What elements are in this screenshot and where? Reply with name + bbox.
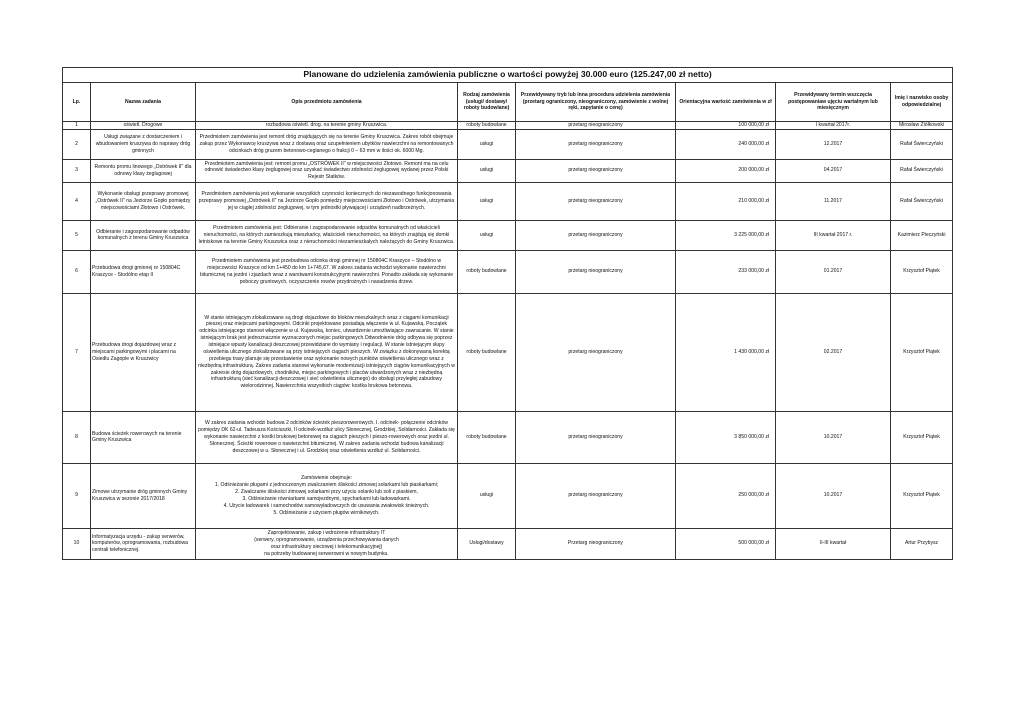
cell-task-name: Odbieranie i zagospodarowanie odpadów komunalnych z terenu Gminy Kruszwica	[91, 220, 196, 250]
cell-date: 12.2017	[776, 129, 891, 159]
cell-type: usługi	[458, 159, 516, 182]
cell-type: usługi	[458, 129, 516, 159]
cell-person: Krzysztof Piątek	[891, 463, 953, 528]
cell-task-name: Zimowe utrzymanie dróg gminnych Gminy Kruszwica w sezonie 2017/2018	[91, 463, 196, 528]
cell-person: Rafał Świerczyński	[891, 182, 953, 220]
cell-value: 500 000,00 zł	[676, 528, 776, 559]
cell-person: Rafał Świerczyński	[891, 129, 953, 159]
title-row	[63, 68, 953, 83]
procurement-table	[62, 67, 953, 560]
cell-date: 11.2017	[776, 182, 891, 220]
cell-lp: 10	[63, 528, 91, 559]
cell-description: rozbudowa oświetl. drog. na terenie gminy Kruszwica.	[196, 122, 458, 130]
header-row	[63, 83, 953, 122]
table-row	[63, 463, 953, 528]
cell-person: Mirosław Ziółkowski	[891, 122, 953, 130]
cell-lp: 7	[63, 293, 91, 411]
cell-task-name: Informatyzacja urzędu - zakup serwerów, komputerów, oprogramowania, rozbudowa centrali telefonicznej.	[91, 528, 196, 559]
cell-task-name: Przebudowa drogi gminnej nr 150804C Kraszyce - Stodólno etap II	[91, 250, 196, 293]
cell-mode: przetarg nieograniczony	[516, 122, 676, 130]
document-sheet	[62, 67, 952, 560]
cell-mode: przetarg nieograniczony	[516, 463, 676, 528]
cell-value: 240 000,00 zł	[676, 129, 776, 159]
cell-value: 250 000,00 zł	[676, 463, 776, 528]
cell-type: Usługi/dostawy	[458, 528, 516, 559]
cell-task-name: Przebudowa drogi dojazdowej wraz z miejscami parkingowymi i placami na Osiedlu Zagople w Kruszwicy	[91, 293, 196, 411]
cell-description: Przedmiotem zamówienia jest przebudowa odcinka drogi gminnej nr 150804C Kraszyce – Stodólno w miejscowości Kraszyce od km 1+450 do km 1+745,67. W zakres zadania wchodzi wykonanie nawierzchni bitumicznej na jezdni i zjazdach wraz z warstwami konstrukcyjnymi nawierzchni. Ponadto zakłada się wykonanie poboczy gruntowych, oczyszczenie rowów przydrożnych i nasadzenia drzew.	[196, 250, 458, 293]
cell-value: 233 000,00 zł	[676, 250, 776, 293]
header-person: Imię i nazwisko osoby odpowiedzialnej	[891, 83, 953, 122]
cell-value: 3 225 000,00 zł	[676, 220, 776, 250]
cell-date: 10.2017	[776, 463, 891, 528]
table-row	[63, 220, 953, 250]
table-row	[63, 528, 953, 559]
cell-lp: 9	[63, 463, 91, 528]
header-type: Rodzaj zamówienia (usługi/ dostawy/ roboty budowlane)	[458, 83, 516, 122]
cell-date: 01.2017	[776, 250, 891, 293]
cell-lp: 2	[63, 129, 91, 159]
cell-task-name: Remontu promu linowego „Ostrówek II" dla odnowy klasy żeglugowej	[91, 159, 196, 182]
cell-type: roboty budowlane	[458, 122, 516, 130]
cell-task-name: Usługi związane z dostarczeniem i wbudowaniem kruszywa do naprawy dróg gminnych	[91, 129, 196, 159]
cell-type: roboty budowlane	[458, 250, 516, 293]
cell-mode: przetarg nieograniczony	[516, 411, 676, 463]
cell-type: usługi	[458, 463, 516, 528]
cell-mode: przetarg nieograniczony	[516, 129, 676, 159]
cell-description: Przedmiotem zamówienia jest wykonanie wszystkich czynności koniecznych do niezawodnego funkcjonowania przeprawy promowej „Ostrówek II" na Jeziorze Gopło pomiędzy miejscowościami Złotowo i Ostrówek, utrzymania jej w ciągłej zdolności żeglugowej, w tym jednostki pływającej i urządzeń nadbrzeżnych.	[196, 182, 458, 220]
cell-person: Krzysztof Piątek	[891, 411, 953, 463]
cell-mode: przetarg nieograniczony	[516, 182, 676, 220]
cell-lp: 6	[63, 250, 91, 293]
cell-description: Przedmiotem zamówienia jest remont dróg znajdujących się na terenie Gminy Kruszwica. Zakres robót obejmuje zakup przez Wykonawcę kruszywa wraz z dostawą oraz uzupełnieniem ubytków nawierzchni na remontowanych odcinkach dróg gruzem betonowo-ceglanego o frakcji 0 – 63 mm w ilości ok. 6000 Mg.	[196, 129, 458, 159]
cell-lp: 5	[63, 220, 91, 250]
cell-value: 200 000,00 zł	[676, 159, 776, 182]
header-description: Opis przedmiotu zamówienia	[196, 83, 458, 122]
cell-date: 02.2017	[776, 293, 891, 411]
table-row	[63, 250, 953, 293]
cell-value: 210 000,00 zł	[676, 182, 776, 220]
cell-mode: przetarg nieograniczony	[516, 220, 676, 250]
cell-task-name: Budowa ścieżek rowerowych na terenie Gminy Kruszwica	[91, 411, 196, 463]
header-lp: Lp.	[63, 83, 91, 122]
cell-task-name: oświetl. Drogowe	[91, 122, 196, 130]
cell-mode: przetarg nieograniczony	[516, 293, 676, 411]
cell-person: Krzysztof Piątek	[891, 293, 953, 411]
cell-description: Przedmiotem zamówienia jest: Odbieranie i zagospodarowanie odpadów komunalnych od właścicieli nieruchomości, na których zamieszkują mieszkańcy, właścicieli nieruchomości, na których znajdują się domki letniskowe na terenie Gminy Kruszwica oraz z nieruchomości niezamieszkałych należących do Gminy Kruszwica.	[196, 220, 458, 250]
cell-type: roboty budowlane	[458, 411, 516, 463]
table-row	[63, 159, 953, 182]
cell-person: Krzysztof Piątek	[891, 250, 953, 293]
header-mode: Przewidywany tryb lub inna procedura udzielenia zamówienia (przetarg ograniczony, nieograniczony, zamówienie z wolnej ręki, zapytanie o cenę)	[516, 83, 676, 122]
table-row	[63, 411, 953, 463]
cell-lp: 8	[63, 411, 91, 463]
cell-date: 04.2017	[776, 159, 891, 182]
cell-date: I kwartał 2017r.	[776, 122, 891, 130]
table-row	[63, 293, 953, 411]
cell-mode: przetarg nieograniczony	[516, 159, 676, 182]
cell-lp: 1	[63, 122, 91, 130]
cell-type: roboty budowlane	[458, 293, 516, 411]
table-row	[63, 182, 953, 220]
cell-type: usługi	[458, 182, 516, 220]
cell-description: W stanie istniejącym zlokalizowane są drogi dojazdowe do bloków mieszkalnych wraz z ciągami komunikacji pieszej oraz miejscami parkingowymi. Odcinki projektowane posiadają włączenie w ul. Kujawską. Początek odcinka istniejącego stanowi włączenie w ul. Kujawską, koniec, utwardzenie umożliwiające zawracanie. W stanie istniejącym brak jest jednoznacznie wyznaczonych miejsc parkingowych.Odwodnienie dróg odbywa się poprzez istniejące wpusty kanalizacji deszczowej przewidziane do wymiany i regulacji. W stanie istniejącym słupy oświetlenia ulicznego zlokalizowane są przy istniejących ciągach pieszych. W związku z dokonywaną korektą przebiegu trasy planuje się przestawienie oraz wykonanie nowych punktów oświetlenia ulicznego wraz z niezbędną infrastrukturą. Zakres zadania stanowi wykonanie modernizacji istniejących ciągów komunikacyjnych w zakresie dróg dojazdowych, chodników, miejsc parkingowych i placów utwardzonych wraz z niezbędną infrastrukturą (sieć kanalizacji deszczowej i sieć oświetlenia ulicznego) do obsługi przyległej zabudowy wielorodzinnej. Nawierzchnia wszystkich ciągów: kostka brukowa betonowa.	[196, 293, 458, 411]
cell-lp: 3	[63, 159, 91, 182]
page-title: Planowane do udzielenia zamówienia publiczne o wartości powyżej 30.000 euro (125.247,00 zł netto)	[63, 68, 953, 83]
header-date: Przewidywany termin wszczęcia postępowaniaw ujęciu wartalnym lub miesięcznym	[776, 83, 891, 122]
cell-date: 10.2017	[776, 411, 891, 463]
cell-date: II-III kwartał	[776, 528, 891, 559]
cell-description: Zaprojektowanie, zakup i wdrożenie infrastruktury IT (serwery, oprogramowanie, urządzenia przechowywania danych oraz infrastruktury sieciowej i telekomunikacyjnej) na potrzeby budowanej serwerowni w nowym budynku.	[196, 528, 458, 559]
cell-person: Rafał Świerczyński	[891, 159, 953, 182]
cell-mode: Przetarg nieograniczony	[516, 528, 676, 559]
cell-person: Artur Przybysz	[891, 528, 953, 559]
cell-mode: przetarg nieograniczony	[516, 250, 676, 293]
cell-description: Zamówienie obejmuje: 1. Odśnieżanie pługami z jednoczesnym zwalczaniem śliskości zimowej solarkami lub piaskarkami; 2. Zwalczanie śliskości zimowej solarkami przy użyciu solanki lub soli z piaskiem, 3. Odśnieżanie równiarkami samojezdnymi, spycharkami lub ładowarkami. 4. Użycie ładowarek i samochodów samowyładowczych do usuwania zwałowisk śnieżnych. 5. Odśnieżanie z użyciem pługów wirnikowych.	[196, 463, 458, 528]
cell-description: Przedmiotem zamówienia jest: remont promu „OSTRÓWEK II" w miejscowości Złotowo. Remont ma na celu odnowić świadectwo klasy żeglugowej oraz uzyskać świadectwo zdolności żeglugowej wydanej przez Polski Rejestr Statków.	[196, 159, 458, 182]
cell-task-name: Wykonanie obsługi przeprawy promowej „Ostrówek II" na Jeziorze Gopło pomiędzy miejscowościami Złotowo i Ostrówek.	[91, 182, 196, 220]
table-body	[63, 122, 953, 560]
table-row	[63, 129, 953, 159]
header-value: Orientacyjna wartość zamówienia w zł	[676, 83, 776, 122]
cell-person: Kazimierz Pieczyński	[891, 220, 953, 250]
cell-lp: 4	[63, 182, 91, 220]
header-name: Nazwa zadania	[91, 83, 196, 122]
cell-description: W zakres zadania wchodzi budowa 2 odcinków ścieżek pieszorowerowych. I. odcinek- połączenie odcinków pomiędzy DK 62-ul. Tadeusza Kościuszki, II odcinek-wzdłuż ulicy Słonecznej, Grodzkiej, Solidarności. Zakłada się wykonanie nawierzchni z kostki brukowej betonowej na ciągach pieszych i pieszo-rowerowych oraz jezdni ul. Słonecznej. Ścieżki rowerowe o nawierzchni bitumicznej. W zakres zadania wchodzi budowa kanalizacji deszczowej w u. Słonecznej i ul. Grodzkiej oraz oświetlenia wzdłuż ul. Solidarności.	[196, 411, 458, 463]
cell-value: 3 850 000,00 zł	[676, 411, 776, 463]
cell-date: III kwartał 2017 r.	[776, 220, 891, 250]
cell-value: 100 000,00 zł	[676, 122, 776, 130]
cell-type: usługi	[458, 220, 516, 250]
table-row	[63, 122, 953, 130]
cell-value: 1 430 000,00 zł	[676, 293, 776, 411]
